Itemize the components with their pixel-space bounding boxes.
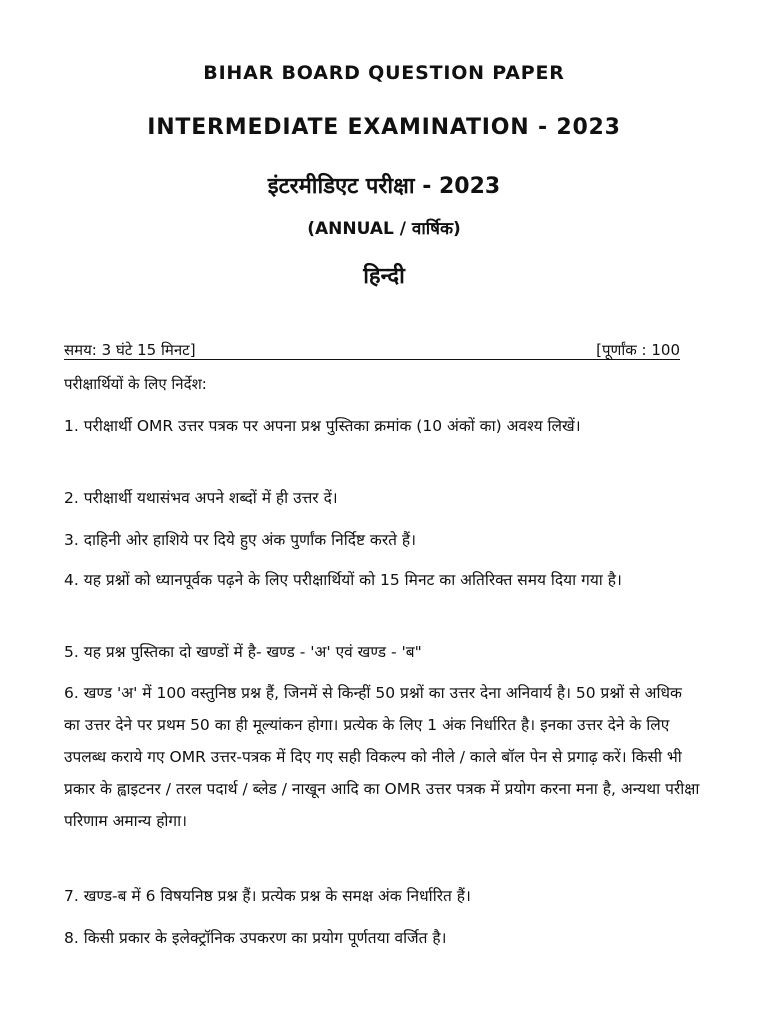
exam-title-english: INTERMEDIATE EXAMINATION - 2023: [147, 115, 621, 140]
instruction-item: 5. यह प्रश्न पुस्तिका दो खण्डों में है- खण्ड - 'अ' एवं खण्ड - 'ब": [64, 643, 422, 661]
time-allowed: समय: 3 घंटे 15 मिनट]: [64, 341, 196, 359]
instruction-item: 8. किसी प्रकार के इलेक्ट्रॉनिक उपकरण का प्रयोग पूर्णतया वर्जित है।: [64, 929, 447, 947]
instruction-item: 6. खण्ड 'अ' में 100 वस्तुनिष्ठ प्रश्न हैं, जिनमें से किन्हीं 50 प्रश्नों का उत्तर देना अनिवार्य है। 50 प्रश्नों से अधिक का उत्तर देने पर प्रथम 50 का ही मूल्यांकन होगा। प्रत्येक के लिए 1 अंक निर्धारित है। इनका उत्तर देने के लिए उपलब्ध कराये गए OMR उत्तर-पत्रक में दिए गए सही विकल्प को नीले / काले बॉल पेन से प्रगाढ़ करें। किसी भी प्रकार के ह्वाइटनर / तरल पदार्थ / ब्लेड / नाखून आदि का OMR उत्तर पत्रक में प्रयोग करना मना है, अन्यथा परीक्षा परिणाम अमान्य होगा।: [64, 684, 700, 830]
instruction-item: 4. यह प्रश्नों को ध्यानपूर्वक पढ़ने के लिए परीक्षार्थियों को 15 मिनट का अतिरिक्त समय दिया गया है।: [64, 571, 622, 589]
full-marks: [पूर्णांक : 100: [596, 341, 680, 359]
subject-title: हिन्दी: [363, 264, 405, 289]
instruction-item: 3. दाहिनी ओर हाशिये पर दिये हुए अंक पुर्णांक निर्दिष्ट करते हैं।: [64, 531, 417, 549]
instruction-item: 7. खण्ड-ब में 6 विषयनिष्ठ प्रश्न हैं। प्रत्येक प्रश्न के समक्ष अंक निर्धारित हैं।: [64, 887, 471, 905]
instructions-heading: परीक्षार्थियों के लिए निर्देश:: [64, 375, 207, 393]
board-title: BIHAR BOARD QUESTION PAPER: [203, 62, 565, 84]
instruction-item: 2. परीक्षार्थी यथासंभव अपने शब्दों में ही उत्तर दें।: [64, 489, 338, 507]
time-marks-row: [64, 341, 680, 360]
instruction-item: 1. परीक्षार्थी OMR उत्तर पत्रक पर अपना प्रश्न पुस्तिका क्रमांक (10 अंकों का) अवश्य लिखें।: [64, 417, 581, 435]
exam-title-hindi: इंटरमीडिएट परीक्षा - 2023: [267, 174, 501, 199]
exam-session: (ANNUAL / वार्षिक): [307, 219, 461, 239]
